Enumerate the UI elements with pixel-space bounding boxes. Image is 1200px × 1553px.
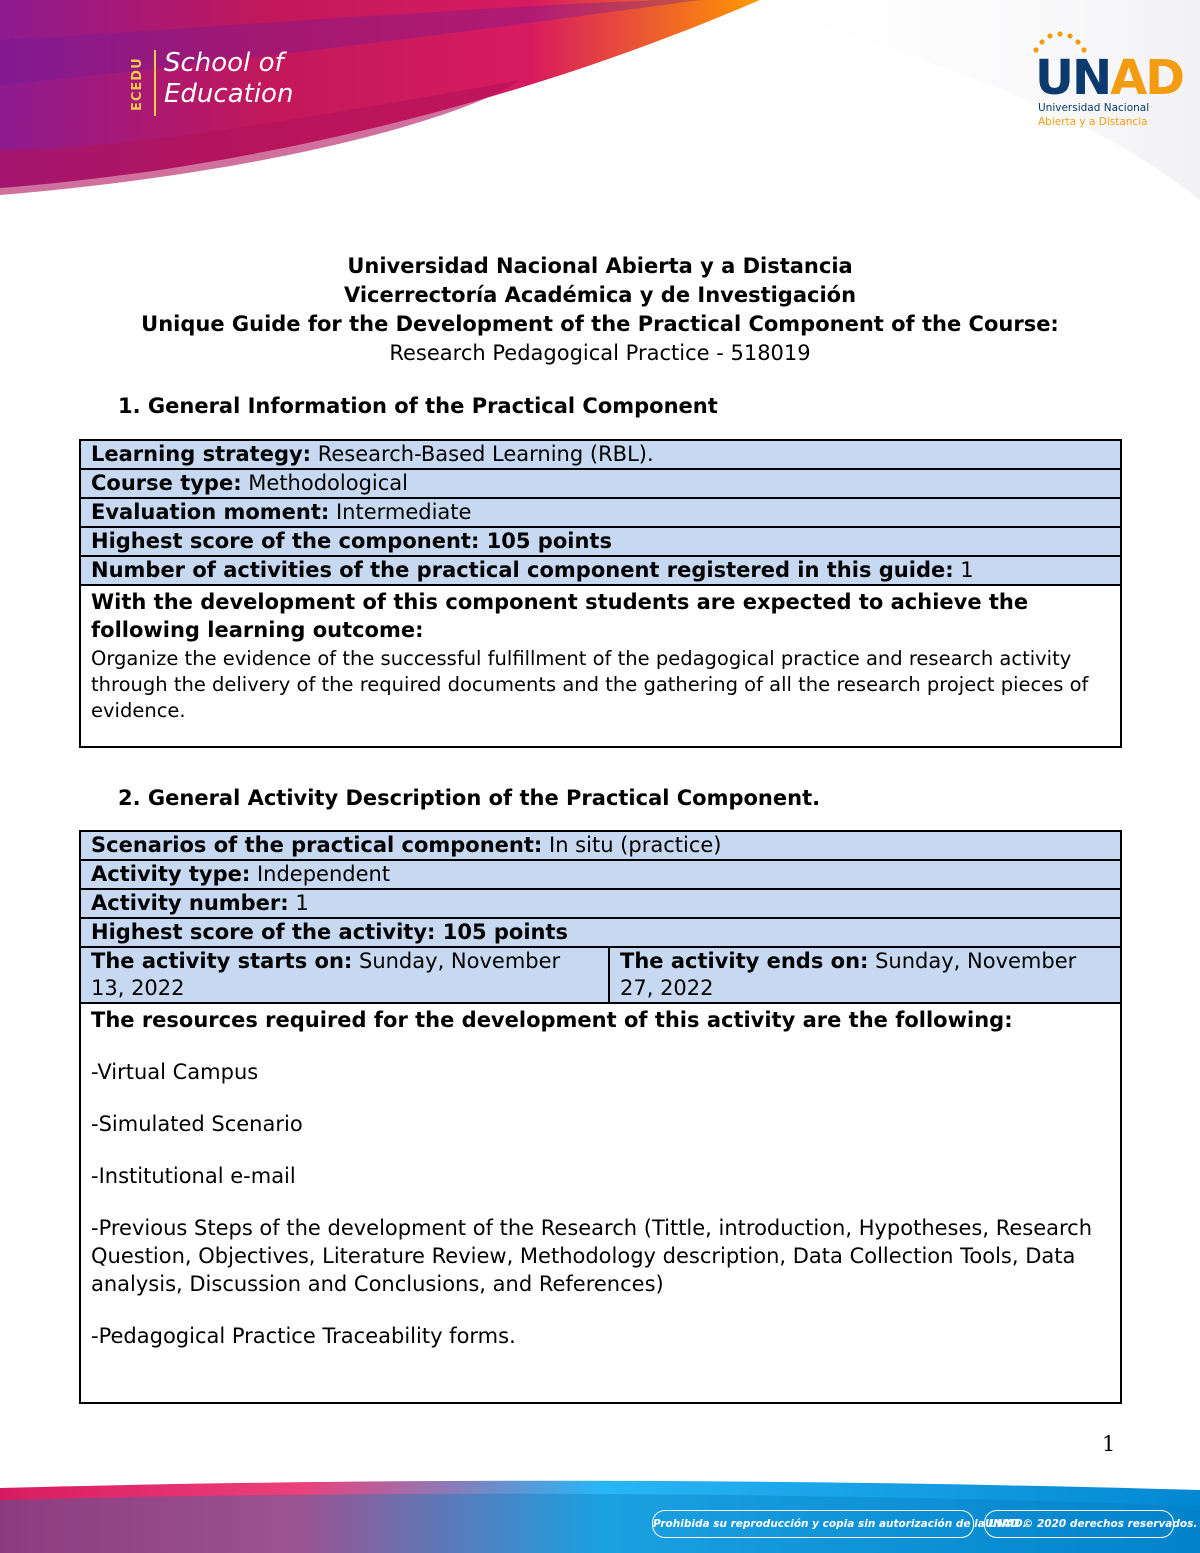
title-university: Universidad Nacional Abierta y a Distancia — [347, 254, 853, 278]
resource-item: -Simulated Scenario — [91, 1112, 303, 1136]
title-guide: Unique Guide for the Development of the Practical Component of the Course: — [141, 312, 1059, 336]
general-info-table — [79, 439, 1122, 748]
evaluation-moment-label: Evaluation moment: — [91, 500, 330, 524]
scenarios-label: Scenarios of the practical component: — [91, 833, 543, 857]
school-name-line2: Education — [164, 79, 294, 109]
end-date-cell — [609, 947, 1121, 1003]
section2-heading: 2. General Activity Description of the Practical Component. — [118, 786, 821, 810]
course-type-row — [80, 469, 1121, 498]
activity-number-row — [80, 889, 1121, 918]
scenarios-value: In situ (practice) — [542, 833, 722, 857]
school-name-line1: School of — [164, 48, 284, 78]
activity-score-row — [80, 918, 1121, 947]
activity-type-label: Activity type: — [91, 862, 251, 886]
activity-score-label: Highest score of the activity: 105 points — [91, 920, 569, 944]
footer-banner — [0, 1470, 1200, 1553]
course-type-value: Methodological — [241, 471, 408, 495]
resource-item: -Virtual Campus — [91, 1060, 259, 1084]
school-name — [164, 48, 293, 110]
activity-number-value: 1 — [288, 891, 309, 915]
ecedu-wordmark: ECEDU — [130, 57, 145, 111]
learning-strategy-label: Learning strategy: — [91, 442, 312, 466]
activity-description-table — [79, 830, 1122, 1404]
learning-outcome-cell — [80, 585, 1121, 747]
evaluation-moment-row — [80, 498, 1121, 527]
resource-item: -Previous Steps of the development of the Research (Tittle, introduction, Hypotheses, Research Question, Objectives, Literature Review, Methodology description, Data Collection Tools, Data analysis, Discussion and Conclusions, and References) — [91, 1216, 1093, 1296]
end-date-label: The activity ends on: — [620, 949, 869, 973]
activity-number-label: Activity number: — [91, 891, 289, 915]
learning-outcome-heading: With the development of this component students are expected to achieve the following learning outcome: — [91, 590, 1029, 642]
learning-strategy-value: Research-Based Learning (RBL). — [311, 442, 654, 466]
unad-wordmark-un: UN — [1035, 50, 1111, 106]
activities-count-value: 1 — [953, 558, 974, 582]
activities-count-row — [80, 556, 1121, 585]
page-number: 1 — [1102, 1432, 1116, 1456]
end-date-value: Sunday, November 27, 2022 — [620, 949, 1077, 1000]
footer-reproduction-note: Prohibida su reproducción y copia sin autorización de la UNAD. — [652, 1510, 974, 1538]
unad-subtitle: Abierta y a Distancia — [1038, 116, 1148, 128]
unad-wordmark — [1035, 50, 1183, 106]
activities-count-label: Number of activities of the practical component registered in this guide: — [91, 558, 954, 582]
learning-outcome-text: Organize the evidence of the successful fulfillment of the pedagogical practice and research activity through the delivery of the required documents and the gathering of all the research project pieces of evidence. — [91, 647, 1089, 722]
component-score-label: Highest score of the component: 105 points — [91, 529, 612, 553]
footer-copyright: UNAD © 2020 derechos reservados. — [984, 1510, 1174, 1538]
title-vicerrectoria: Vicerrectoría Académica y de Investigación — [343, 283, 857, 307]
document-titles — [0, 252, 1200, 368]
title-course: Research Pedagogical Practice - 518019 — [389, 341, 811, 365]
start-date-label: The activity starts on: — [91, 949, 353, 973]
brand-divider — [154, 50, 156, 116]
unad-name: Universidad Nacional — [1038, 102, 1150, 114]
resource-item: -Pedagogical Practice Traceability forms. — [91, 1324, 516, 1348]
resource-item: -Institutional e-mail — [91, 1164, 296, 1188]
header-banner — [0, 0, 1200, 200]
resources-heading: The resources required for the development of this activity are the following: — [91, 1008, 1013, 1032]
unad-wordmark-ad: AD — [1110, 50, 1184, 106]
start-date-value: Sunday, November 13, 2022 — [91, 949, 561, 1000]
learning-strategy-row — [80, 440, 1121, 469]
activity-type-value: Independent — [250, 862, 391, 886]
resources-cell — [80, 1003, 1121, 1403]
activity-type-row — [80, 860, 1121, 889]
evaluation-moment-value: Intermediate — [329, 500, 472, 524]
section1-heading: 1. General Information of the Practical Component — [118, 394, 718, 418]
component-score-row — [80, 527, 1121, 556]
course-type-label: Course type: — [91, 471, 242, 495]
unad-logo — [1030, 30, 1184, 130]
start-date-cell — [80, 947, 609, 1003]
scenarios-row — [80, 831, 1121, 860]
